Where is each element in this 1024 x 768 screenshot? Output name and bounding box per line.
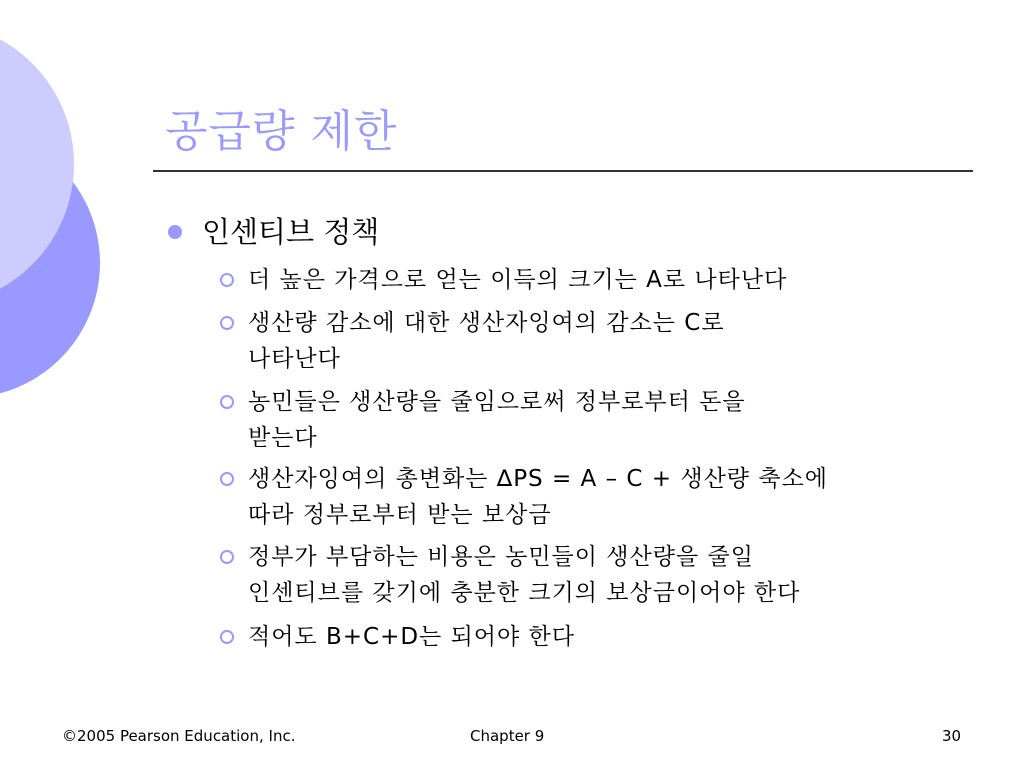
sub-bullet-line: 더 높은 가격으로 얻는 이득의 크기는 A로 나타난다 — [248, 267, 788, 293]
slide-title: 공급량 제한 — [165, 106, 398, 157]
ring-bullet-icon — [220, 630, 234, 644]
ring-bullet-icon — [220, 550, 234, 564]
sub-bullet-line: 나타난다 — [248, 346, 341, 372]
ring-bullet-icon — [220, 472, 234, 486]
footer-page-number: 30 — [942, 727, 962, 745]
sub-bullet-line: 생산자잉여의 총변화는 ∆PS = A – C + 생산량 축소에 — [248, 466, 828, 492]
sub-bullet-3 — [218, 384, 746, 456]
sub-bullet-line: 받는다 — [248, 425, 318, 451]
title-divider — [153, 170, 973, 172]
filled-circle-bullet-icon — [168, 225, 182, 239]
sub-bullet-1 — [218, 262, 787, 298]
sub-bullet-line: 인센티브를 갖기에 충분한 크기의 보상금이어야 한다 — [248, 580, 801, 606]
sub-bullet-line: 생산량 감소에 대한 생산자잉여의 감소는 C로 — [248, 310, 725, 336]
ring-bullet-icon — [220, 316, 234, 330]
footer-copyright: ©2005 Pearson Education, Inc. — [62, 727, 296, 745]
sub-bullet-line: 정부가 부담하는 비용은 농민들이 생산량을 줄일 — [248, 544, 754, 570]
sub-bullet-5 — [218, 539, 800, 611]
sub-bullet-line: 적어도 B+C+D는 되어야 한다 — [248, 624, 575, 650]
sub-bullet-6 — [218, 619, 575, 655]
main-bullet-text: 인센티브 정책 — [202, 215, 380, 249]
ring-bullet-icon — [220, 273, 234, 287]
sub-bullet-4 — [218, 461, 828, 533]
sub-bullet-line: 농민들은 생산량을 줄임으로써 정부로부터 돈을 — [248, 389, 746, 415]
sub-bullet-line: 따라 정부로부터 받는 보상금 — [248, 502, 552, 528]
footer-chapter: Chapter 9 — [470, 727, 545, 745]
sub-bullet-2 — [218, 305, 725, 377]
ring-bullet-icon — [220, 395, 234, 409]
